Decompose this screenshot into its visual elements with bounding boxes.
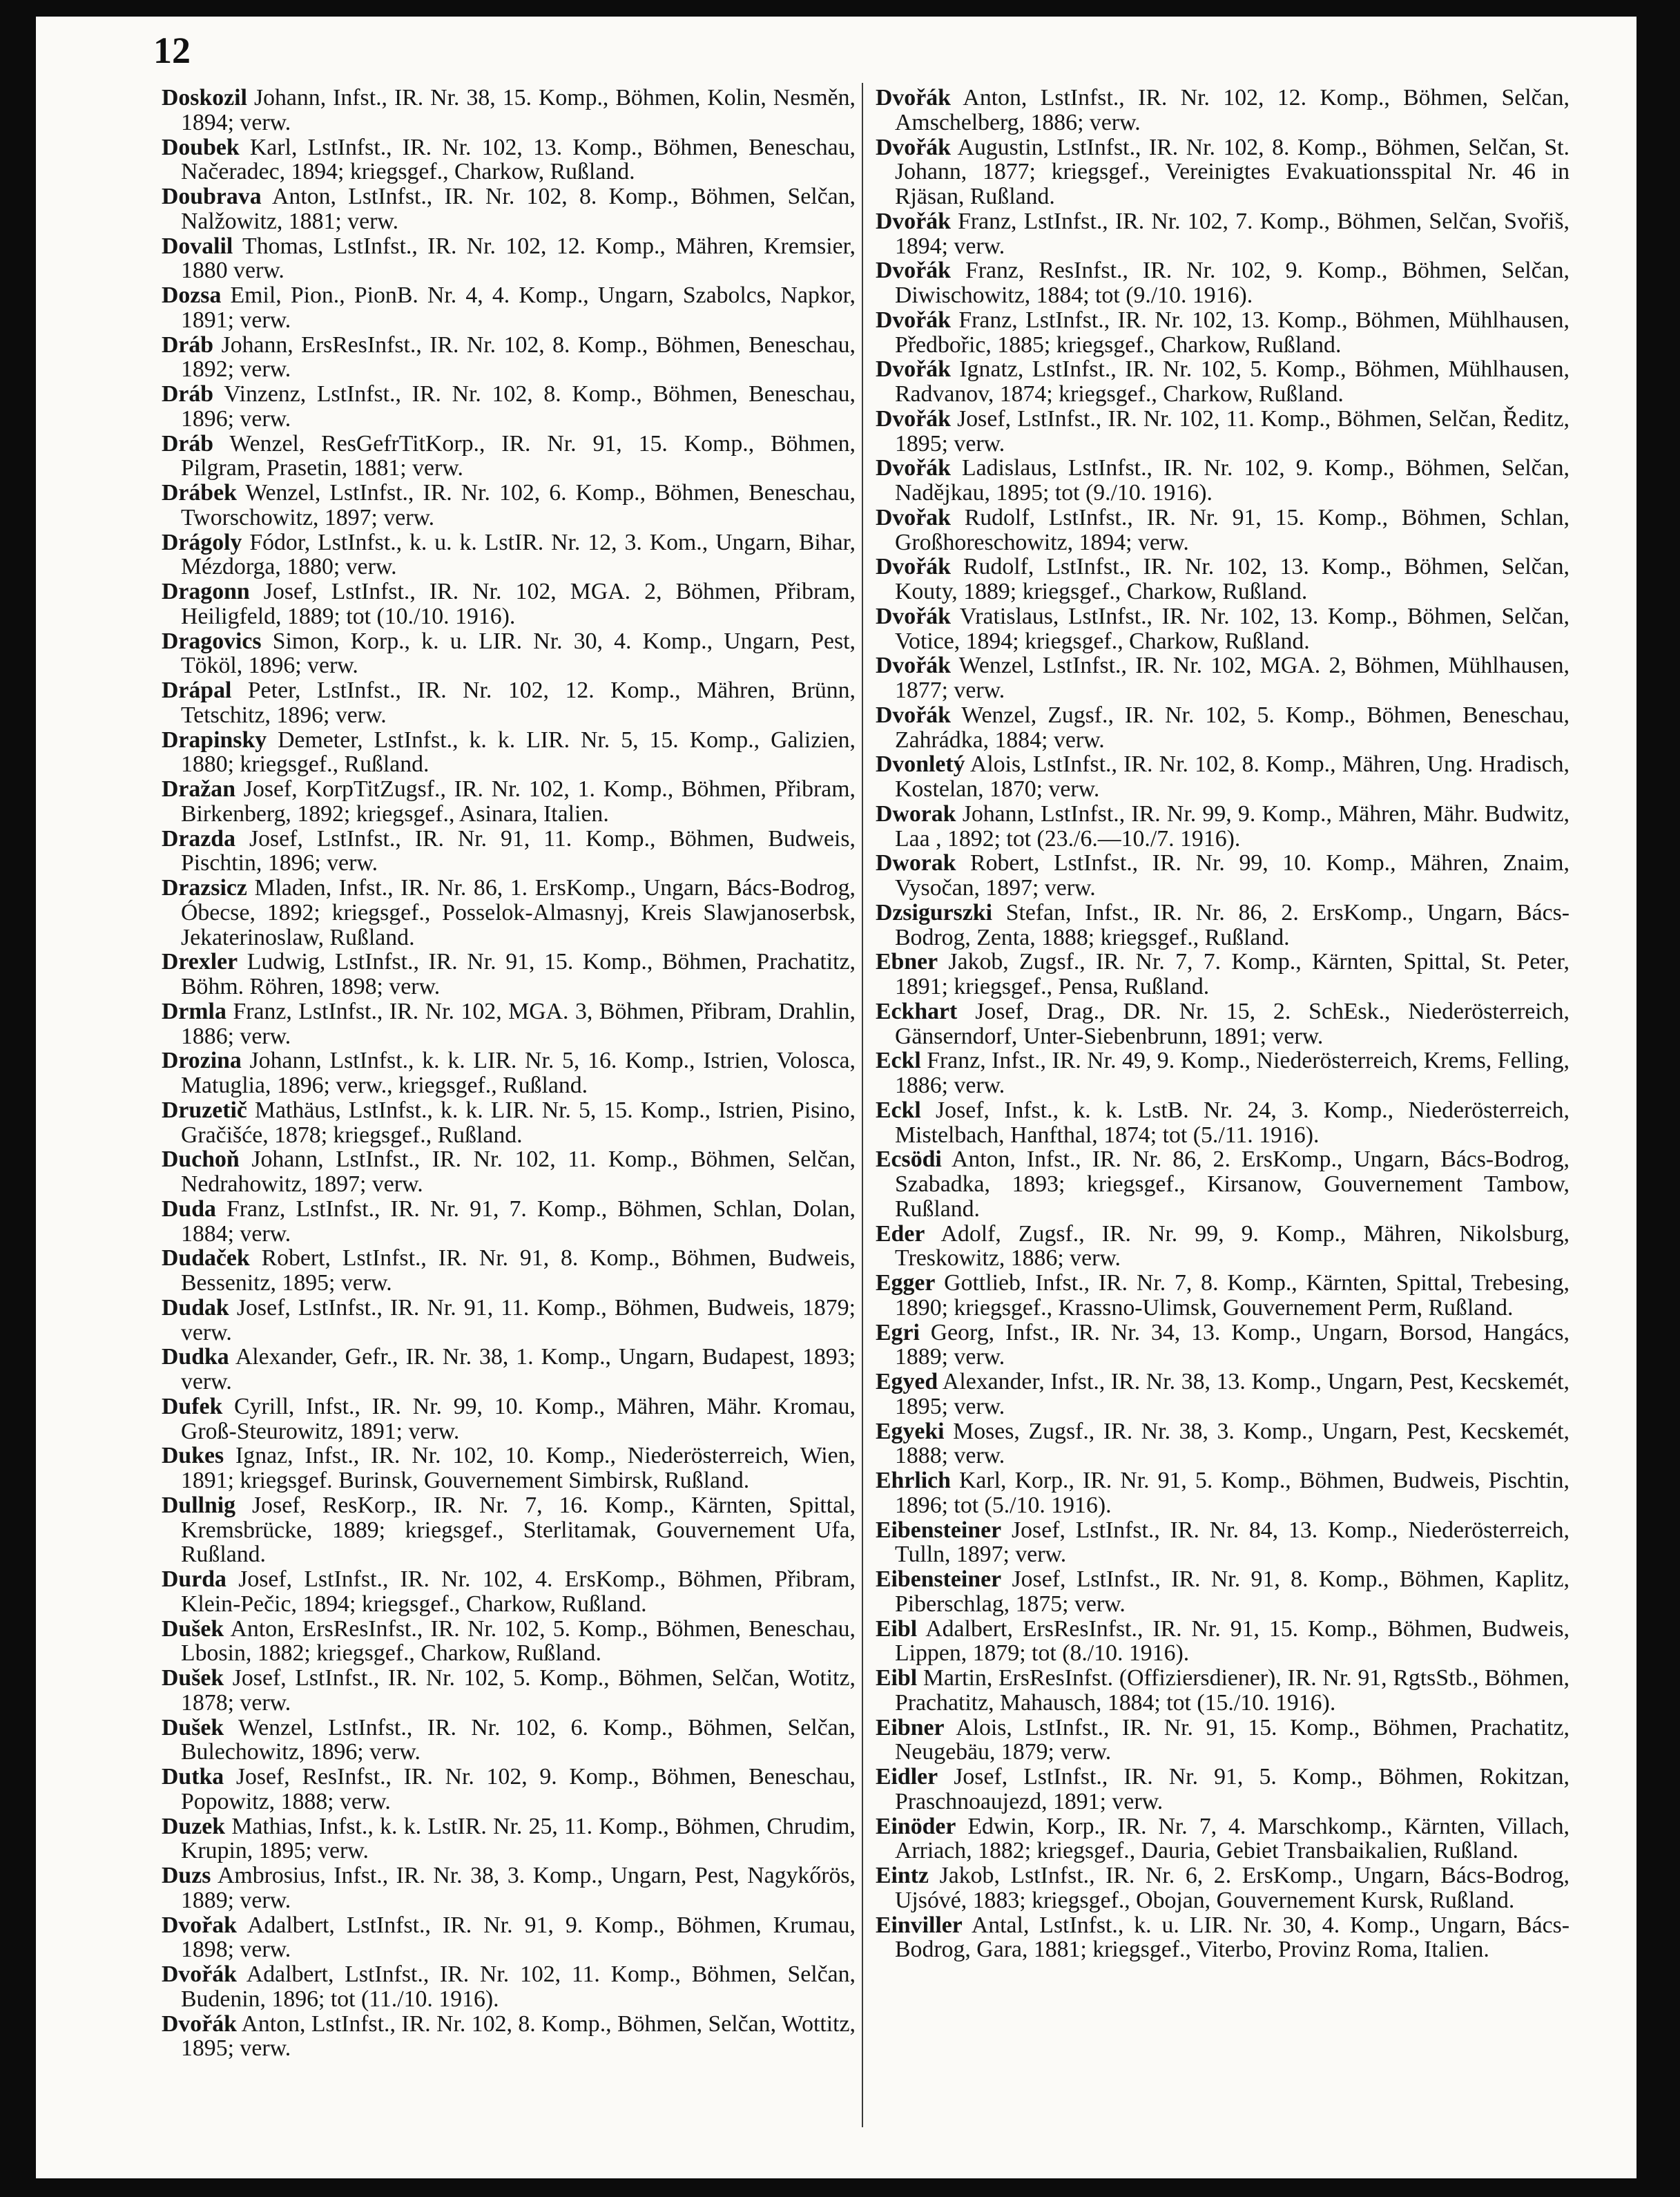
- entry-details: Thomas, LstInfst., IR. Nr. 102, 12. Komp., Mähren, Kremsier, 1880 verw.: [181, 233, 856, 284]
- register-entry: [876, 1419, 1570, 1469]
- entry-details: Simon, Korp., k. u. LIR. Nr. 30, 4. Komp., Ungarn, Pest, Tököl, 1896; verw.: [181, 628, 856, 679]
- entry-details: Ludwig, LstInfst., IR. Nr. 91, 15. Komp., Böhmen, Prachatitz, Böhm. Röhren, 1898; verw.: [181, 949, 856, 999]
- entry-surname: Dvořák: [876, 702, 951, 728]
- entry-surname: Drapinsky: [162, 727, 267, 753]
- entry-surname: Doubek: [162, 134, 240, 160]
- entry-details: Josef, ResKorp., IR. Nr. 7, 16. Komp., Kärnten, Spittal, Kremsbrücke, 1889; kriegsgef., Sterlitamak, Gouvernement Ufa, Rußland.: [181, 1492, 856, 1568]
- entry-details: Cyrill, Infst., IR. Nr. 99, 10. Komp., Mähren, Mähr. Kromau, Groß-Steurowitz, 1891; verw.: [181, 1393, 856, 1444]
- entry-surname: Dvořák: [876, 356, 951, 383]
- register-entry: [876, 851, 1570, 901]
- entry-details: Josef, LstInfst., IR. Nr. 102, 11. Komp., Böhmen, Selčan, Ředitz, 1895; verw.: [895, 405, 1570, 457]
- entry-surname: Eibensteiner: [876, 1566, 1002, 1592]
- register-entry: [876, 1567, 1570, 1617]
- register-entry: [162, 1913, 856, 1963]
- entry-surname: Dvořák: [162, 2011, 237, 2037]
- entry-surname: Eckl: [876, 1097, 921, 1123]
- entry-surname: Eibl: [876, 1615, 918, 1642]
- register-entry: [162, 728, 856, 778]
- register-entry: [876, 1147, 1570, 1221]
- entry-surname: Egyeki: [876, 1418, 945, 1444]
- register-entry: [162, 333, 856, 383]
- entry-surname: Ebner: [876, 949, 938, 975]
- entry-surname: Eidler: [876, 1764, 938, 1790]
- entry-surname: Dvořák: [876, 258, 951, 284]
- entry-details: Ladislaus, LstInfst., IR. Nr. 102, 9. Komp., Böhmen, Selčan, Nadějkau, 1895; tot (9./10. 1916).: [895, 455, 1570, 506]
- entry-surname: Dvořák: [876, 134, 951, 160]
- entry-details: Anton, ErsResInfst., IR. Nr. 102, 5. Komp., Böhmen, Beneschau, Lbosin, 1882; kriegsgef., Charkow, Rußland.: [181, 1615, 856, 1667]
- entry-surname: Dráb: [162, 332, 214, 358]
- entry-surname: Drmla: [162, 998, 226, 1024]
- entry-details: Alois, LstInfst., IR. Nr. 91, 15. Komp., Böhmen, Prachatitz, Neugebäu, 1879; verw.: [895, 1714, 1570, 1765]
- left-column: [162, 86, 856, 2061]
- register-entry: [162, 481, 856, 530]
- entry-details: Josef, LstInfst., IR. Nr. 91, 5. Komp., Böhmen, Rokitzan, Praschnoaujezd, 1891; verw.: [895, 1764, 1570, 1814]
- entry-details: Robert, LstInfst., IR. Nr. 91, 8. Komp., Böhmen, Budweis, Bessenitz, 1895; verw.: [181, 1245, 856, 1296]
- entry-surname: Eibner: [876, 1714, 945, 1740]
- register-entry: [876, 407, 1570, 457]
- entry-details: Ignaz, Infst., IR. Nr. 102, 10. Komp., Niederösterreich, Wien, 1891; kriegsgef. Burinsk, Gouvernement Simbirsk, Rußland.: [181, 1443, 856, 1493]
- book-page: [36, 17, 1636, 2178]
- entry-details: Rudolf, LstInfst., IR. Nr. 91, 15. Komp., Böhmen, Schlan, Großhoreschowitz, 1894; verw.: [895, 504, 1570, 555]
- entry-details: Peter, LstInfst., IR. Nr. 102, 12. Komp., Mähren, Brünn, Tetschitz, 1896; verw.: [181, 678, 856, 728]
- entry-details: Franz, LstInfst., IR. Nr. 91, 7. Komp., Böhmen, Schlan, Dolan, 1884; verw.: [181, 1196, 856, 1247]
- register-entry: [876, 950, 1570, 999]
- register-entry: [876, 1617, 1570, 1667]
- register-entry: [876, 999, 1570, 1049]
- entry-surname: Einviller: [876, 1912, 963, 1938]
- register-entry: [876, 1321, 1570, 1370]
- entry-surname: Dušek: [162, 1665, 224, 1691]
- entry-surname: Dozsa: [162, 282, 222, 308]
- entry-surname: Eibl: [876, 1665, 918, 1691]
- register-entry: [162, 827, 856, 876]
- entry-details: Josef, LstInfst., IR. Nr. 102, MGA. 2, Böhmen, Přibram, Heiligfeld, 1889; tot (10./10. 1916).: [181, 579, 856, 629]
- entry-surname: Egri: [876, 1319, 920, 1345]
- register-entry: [876, 1370, 1570, 1419]
- entry-details: Adalbert, LstInfst., IR. Nr. 91, 9. Komp., Böhmen, Krumau, 1898; verw.: [181, 1912, 856, 1963]
- register-entry: [162, 432, 856, 481]
- entry-details: Johann, Infst., IR. Nr. 38, 15. Komp., Böhmen, Kolin, Nesměn, 1894; verw.: [181, 85, 856, 135]
- register-entry: [162, 135, 856, 185]
- entry-details: Ignatz, LstInfst., IR. Nr. 102, 5. Komp., Böhmen, Mühlhausen, Radvanov, 1874; kriegsgef., Charkow, Rußland.: [895, 356, 1570, 407]
- entry-details: Martin, ErsResInfst. (Offiziersdiener), IR. Nr. 91, RgtsStb., Böhmen, Prachatitz, Mahausch, 1884; tot (15./10. 1916).: [895, 1665, 1570, 1716]
- register-entry: [162, 678, 856, 728]
- register-entry: [876, 1765, 1570, 1814]
- entry-surname: Dvořák: [876, 405, 951, 432]
- entry-details: Rudolf, LstInfst., IR. Nr. 102, 13. Komp., Böhmen, Selčan, Kouty, 1889; kriegsgef., Charkow, Rußland.: [895, 554, 1570, 604]
- entry-surname: Doskozil: [162, 85, 247, 111]
- register-entry: [876, 1048, 1570, 1098]
- register-entry: [162, 86, 856, 135]
- entry-details: Wenzel, Zugsf., IR. Nr. 102, 5. Komp., Böhmen, Beneschau, Zahrádka, 1884; verw.: [895, 702, 1570, 753]
- entry-details: Georg, Infst., IR. Nr. 34, 13. Komp., Ungarn, Borsod, Hangács, 1889; verw.: [895, 1319, 1570, 1370]
- entry-surname: Dudka: [162, 1344, 229, 1370]
- entry-details: Josef, LstInfst., IR. Nr. 91, 11. Komp., Böhmen, Budweis, 1879; verw.: [181, 1294, 856, 1345]
- entry-surname: Ehrlich: [876, 1468, 951, 1493]
- entry-details: Jakob, LstInfst., IR. Nr. 6, 2. ErsKomp., Ungarn, Bács-Bodrog, Ujsóvé, 1883; kriegsgef., Obojan, Gouvernement Kursk, Rußland.: [895, 1863, 1570, 1913]
- register-entry: [162, 1048, 856, 1098]
- column-divider: [862, 83, 863, 2127]
- register-entry: [162, 283, 856, 333]
- entry-details: Mathias, Infst., k. k. LstIR. Nr. 25, 11. Komp., Böhmen, Chrudim, Krupin, 1895; verw.: [181, 1813, 856, 1864]
- entry-surname: Drazda: [162, 825, 236, 852]
- register-entry: [162, 382, 856, 432]
- register-entry: [876, 653, 1570, 703]
- entry-details: Wenzel, LstInfst., IR. Nr. 102, 6. Komp., Böhmen, Selčan, Bulechowitz, 1896; verw.: [181, 1714, 856, 1765]
- entry-details: Augustin, LstInfst., IR. Nr. 102, 8. Komp., Böhmen, Selčan, St. Johann, 1877; kriegsgef., Vereinigtes Evakuationsspital Nr. 46 in Rjäsan, Rußland.: [895, 134, 1570, 209]
- entry-details: Josef, LstInfst., IR. Nr. 102, 5. Komp., Böhmen, Selčan, Wotitz, 1878; verw.: [181, 1665, 856, 1716]
- register-entry: [876, 456, 1570, 506]
- entry-surname: Dovalil: [162, 233, 233, 259]
- register-entry: [162, 1962, 856, 2012]
- register-entry: [162, 1394, 856, 1444]
- register-entry: [876, 1666, 1570, 1716]
- entry-surname: Eibensteiner: [876, 1517, 1002, 1543]
- entry-surname: Duda: [162, 1196, 216, 1222]
- entry-details: Gottlieb, Infst., IR. Nr. 7, 8. Komp., Kärnten, Spittal, Trebesing, 1890; kriegsgef., Krassno-Ulimsk, Gouvernement Perm, Rußland.: [895, 1270, 1570, 1321]
- entry-surname: Dušek: [162, 1714, 224, 1740]
- entry-surname: Dražan: [162, 776, 236, 802]
- entry-details: Franz, LstInfst., IR. Nr. 102, 7. Komp., Böhmen, Selčan, Svořiš, 1894; verw.: [895, 208, 1570, 259]
- entry-details: Josef, ResInfst., IR. Nr. 102, 9. Komp., Böhmen, Beneschau, Popowitz, 1888; verw.: [181, 1764, 856, 1814]
- entry-details: Anton, LstInfst., IR. Nr. 102, 8. Komp., Böhmen, Selčan, Nalžowitz, 1881; verw.: [181, 184, 856, 234]
- entry-surname: Dvořák: [876, 85, 951, 111]
- entry-details: Robert, LstInfst., IR. Nr. 99, 10. Komp., Mähren, Znaim, Vysočan, 1897; verw.: [895, 850, 1570, 901]
- entry-surname: Doubrava: [162, 184, 262, 209]
- entry-details: Franz, LstInfst., IR. Nr. 102, MGA. 3, Böhmen, Přibram, Drahlin, 1886; verw.: [181, 998, 856, 1049]
- entry-surname: Dvořák: [876, 307, 951, 333]
- entry-details: Karl, LstInfst., IR. Nr. 102, 13. Komp., Böhmen, Beneschau, Načeradec, 1894; kriegsgef., Charkow, Rußland.: [181, 134, 856, 185]
- entry-surname: Dvořák: [162, 1961, 237, 1987]
- right-column: [876, 86, 1570, 1962]
- register-entry: [162, 1765, 856, 1814]
- entry-details: Demeter, LstInfst., k. k. LIR. Nr. 5, 15. Komp., Galizien, 1880; kriegsgef., Rußland.: [181, 727, 856, 778]
- entry-details: Wenzel, LstInfst., IR. Nr. 102, MGA. 2, Böhmen, Mühlhausen, 1877; verw.: [895, 653, 1570, 703]
- entry-details: Edwin, Korp., IR. Nr. 7, 4. Marschkomp., Kärnten, Villach, Arriach, 1882; kriegsgef., Dauria, Gebiet Transbaikalien, Rußland.: [895, 1813, 1570, 1864]
- entry-surname: Dzsigurszki: [876, 899, 992, 925]
- entry-details: Josef, Infst., k. k. LstB. Nr. 24, 3. Komp., Niederösterreich, Mistelbach, Hanfthal, 1874; tot (5./11. 1916).: [895, 1097, 1570, 1148]
- entry-details: Anton, LstInfst., IR. Nr. 102, 8. Komp., Böhmen, Selčan, Wottitz, 1895; verw.: [181, 2011, 856, 2062]
- entry-surname: Dvořák: [876, 455, 951, 481]
- register-entry: [162, 1814, 856, 1864]
- entry-surname: Dworak: [876, 850, 956, 876]
- entry-surname: Dráb: [162, 381, 214, 407]
- register-entry: [876, 209, 1570, 259]
- entry-surname: Dvořák: [876, 554, 951, 580]
- entry-details: Fódor, LstInfst., k. u. k. LstIR. Nr. 12, 3. Kom., Ungarn, Bihar, Mézdorga, 1880; verw.: [181, 529, 856, 580]
- entry-details: Alois, LstInfst., IR. Nr. 102, 8. Komp., Mähren, Ung. Hradisch, Kostelan, 1870; verw.: [895, 751, 1570, 802]
- register-entry: [162, 1666, 856, 1716]
- register-entry: [162, 1617, 856, 1667]
- entry-details: Moses, Zugsf., IR. Nr. 38, 3. Komp., Ungarn, Pest, Kecskemét, 1888; verw.: [895, 1418, 1570, 1469]
- register-entry: [162, 1197, 856, 1247]
- entry-details: Emil, Pion., PionB. Nr. 4, 4. Komp., Ungarn, Szabolcs, Napkor, 1891; verw.: [181, 282, 856, 333]
- entry-details: Stefan, Infst., IR. Nr. 86, 2. ErsKomp., Ungarn, Bács-Bodrog, Zenta, 1888; kriegsgef., Rußland.: [895, 899, 1570, 950]
- register-entry: [876, 1271, 1570, 1321]
- entry-surname: Dworak: [876, 800, 956, 827]
- entry-surname: Drexler: [162, 949, 238, 975]
- entry-details: Anton, LstInfst., IR. Nr. 102, 12. Komp., Böhmen, Selčan, Amschelberg, 1886; verw.: [895, 85, 1570, 135]
- entry-details: Anton, Infst., IR. Nr. 86, 2. ErsKomp., Ungarn, Bács-Bodrog, Szabadka, 1893; kriegsgef., Kirsanow, Gouvernement Tambow, Rußland.: [895, 1147, 1570, 1222]
- register-entry: [876, 1098, 1570, 1148]
- entry-surname: Ecsödi: [876, 1147, 942, 1173]
- entry-details: Josef, KorpTitZugsf., IR. Nr. 102, 1. Komp., Böhmen, Přibram, Birkenberg, 1892; kriegsgef., Asinara, Italien.: [181, 776, 856, 827]
- register-entry: [162, 530, 856, 580]
- entry-details: Vratislaus, LstInfst., IR. Nr. 102, 13. Komp., Böhmen, Selčan, Votice, 1894; kriegsgef., Charkow, Rußland.: [895, 603, 1570, 654]
- register-entry: [162, 1443, 856, 1493]
- entry-surname: Dudaček: [162, 1245, 250, 1272]
- entry-surname: Drozina: [162, 1048, 242, 1074]
- register-entry: [162, 1147, 856, 1197]
- entry-details: Adolf, Zugsf., IR. Nr. 99, 9. Komp., Mähren, Nikolsburg, Treskowitz, 1886; verw.: [895, 1220, 1570, 1272]
- entry-surname: Dudak: [162, 1294, 229, 1321]
- entry-details: Josef, LstInfst., IR. Nr. 91, 11. Komp., Böhmen, Budweis, Pischtin, 1896; verw.: [181, 825, 856, 876]
- entry-details: Josef, LstInfst., IR. Nr. 102, 4. ErsKomp., Böhmen, Přibram, Klein-Pečic, 1894; kriegsgef., Charkow, Rußland.: [181, 1566, 856, 1617]
- entry-surname: Dvořák: [876, 603, 951, 629]
- entry-surname: Dráb: [162, 430, 214, 457]
- entry-surname: Drábek: [162, 480, 237, 506]
- entry-details: Mathäus, LstInfst., k. k. LIR. Nr. 5, 15. Komp., Istrien, Pisino, Gračišće, 1878; kriegsgef., Rußland.: [181, 1097, 856, 1148]
- entry-surname: Dutka: [162, 1764, 224, 1790]
- register-entry: [162, 1296, 856, 1345]
- entry-surname: Dullnig: [162, 1492, 236, 1518]
- entry-surname: Eckl: [876, 1048, 921, 1074]
- register-entry: [162, 1246, 856, 1296]
- entry-details: Adalbert, ErsResInfst., IR. Nr. 91, 15. Komp., Böhmen, Budweis, Lippen, 1879; tot (8./10. 1916).: [895, 1615, 1570, 1667]
- entry-surname: Eder: [876, 1220, 925, 1247]
- entry-surname: Eintz: [876, 1863, 929, 1888]
- register-entry: [876, 604, 1570, 654]
- register-entry: [876, 1913, 1570, 1963]
- entry-surname: Drazsicz: [162, 875, 247, 901]
- register-entry: [876, 1716, 1570, 1765]
- register-entry: [162, 629, 856, 679]
- entry-surname: Druzetič: [162, 1097, 247, 1123]
- entry-surname: Duzek: [162, 1813, 226, 1839]
- entry-details: Josef, Drag., DR. Nr. 15, 2. SchEsk., Niederösterreich, Gänserndorf, Unter-Siebenbrunn, 1891; verw.: [895, 998, 1570, 1049]
- entry-surname: Drágoly: [162, 529, 242, 555]
- register-entry: [162, 579, 856, 629]
- register-entry: [876, 1518, 1570, 1568]
- register-entry: [876, 86, 1570, 135]
- entry-details: Josef, LstInfst., IR. Nr. 84, 13. Komp., Niederösterreich, Tulln, 1897; verw.: [895, 1517, 1570, 1568]
- page-number: 12: [153, 30, 191, 71]
- entry-details: Ambrosius, Infst., IR. Nr. 38, 3. Komp., Ungarn, Pest, Nagykőrös, 1889; verw.: [181, 1863, 856, 1913]
- entry-surname: Duzs: [162, 1863, 211, 1888]
- register-entry: [876, 1863, 1570, 1913]
- entry-details: Franz, LstInfst., IR. Nr. 102, 13. Komp., Böhmen, Mühlhausen, Předbořic, 1885; kriegsgef., Charkow, Rußland.: [895, 307, 1570, 358]
- entry-details: Karl, Korp., IR. Nr. 91, 5. Komp., Böhmen, Budweis, Pischtin, 1896; tot (5./10. 1916).: [895, 1468, 1570, 1518]
- register-entry: [162, 1863, 856, 1913]
- register-entry: [162, 1567, 856, 1617]
- entry-surname: Dušek: [162, 1615, 224, 1642]
- entry-details: Johann, LstInfst., IR. Nr. 99, 9. Komp., Mähren, Mähr. Budwitz, Laa , 1892; tot (23./6.—10./7. 1916).: [895, 800, 1570, 852]
- register-entry: [876, 357, 1570, 407]
- entry-surname: Einöder: [876, 1813, 956, 1839]
- register-entry: [162, 1345, 856, 1394]
- entry-details: Adalbert, LstInfst., IR. Nr. 102, 11. Komp., Böhmen, Selčan, Budenin, 1896; tot (11./10. 1916).: [181, 1961, 856, 2012]
- register-entry: [162, 234, 856, 284]
- register-entry: [876, 901, 1570, 950]
- register-entry: [162, 184, 856, 234]
- entry-details: Vinzenz, LstInfst., IR. Nr. 102, 8. Komp., Böhmen, Beneschau, 1896; verw.: [181, 381, 856, 432]
- entry-surname: Dufek: [162, 1393, 223, 1419]
- entry-surname: Dvonletý: [876, 751, 965, 778]
- register-entry: [876, 752, 1570, 802]
- entry-surname: Duchoň: [162, 1147, 240, 1173]
- entry-details: Franz, ResInfst., IR. Nr. 102, 9. Komp., Böhmen, Selčan, Diwischowitz, 1884; tot (9./10. 1916).: [895, 258, 1570, 308]
- entry-surname: Egger: [876, 1270, 936, 1296]
- register-entry: [876, 135, 1570, 209]
- entry-surname: Egyed: [876, 1369, 938, 1394]
- entry-surname: Dvořak: [162, 1912, 237, 1938]
- register-entry: [162, 999, 856, 1049]
- entry-details: Alexander, Infst., IR. Nr. 38, 13. Komp., Ungarn, Pest, Kecskemét, 1895; verw.: [895, 1369, 1570, 1419]
- entry-surname: Dragovics: [162, 628, 262, 654]
- entry-details: Wenzel, LstInfst., IR. Nr. 102, 6. Komp., Böhmen, Beneschau, Tworschowitz, 1897; verw.: [181, 480, 856, 530]
- register-entry: [876, 1468, 1570, 1518]
- entry-details: Johann, LstInfst., k. k. LIR. Nr. 5, 16. Komp., Istrien, Volosca, Matuglia, 1896; verw., kriegsgef., Rußland.: [181, 1048, 856, 1098]
- register-entry: [162, 2012, 856, 2062]
- register-entry: [162, 1493, 856, 1567]
- entry-surname: Dukes: [162, 1443, 224, 1469]
- entry-surname: Dvořák: [876, 653, 951, 679]
- entry-surname: Drápal: [162, 678, 232, 703]
- register-entry: [162, 1098, 856, 1148]
- register-entry: [876, 555, 1570, 604]
- register-entry: [876, 1814, 1570, 1864]
- entry-details: Josef, LstInfst., IR. Nr. 91, 8. Komp., Böhmen, Kaplitz, Piberschlag, 1875; verw.: [895, 1566, 1570, 1617]
- entry-surname: Dragonn: [162, 579, 250, 604]
- entry-details: Wenzel, ResGefrTitKorp., IR. Nr. 91, 15. Komp., Böhmen, Pilgram, Prasetin, 1881; verw.: [181, 430, 856, 481]
- entry-details: Jakob, Zugsf., IR. Nr. 7, 7. Komp., Kärnten, Spittal, St. Peter, 1891; kriegsgef., Pensa, Rußland.: [895, 949, 1570, 999]
- register-entry: [876, 258, 1570, 308]
- entry-surname: Durda: [162, 1566, 226, 1592]
- register-entry: [162, 777, 856, 827]
- register-entry: [876, 802, 1570, 852]
- register-entry: [162, 876, 856, 950]
- register-entry: [162, 950, 856, 999]
- entry-details: Johann, ErsResInfst., IR. Nr. 102, 8. Komp., Böhmen, Beneschau, 1892; verw.: [181, 332, 856, 383]
- entry-details: Johann, LstInfst., IR. Nr. 102, 11. Komp., Böhmen, Selčan, Nedrahowitz, 1897; verw.: [181, 1147, 856, 1197]
- entry-details: Mladen, Infst., IR. Nr. 86, 1. ErsKomp., Ungarn, Bács-Bodrog, Óbecse, 1892; kriegsgef., Posselok-Almasnyj, Kreis Slawjanoserbsk, Jekaterinoslaw, Rußland.: [181, 875, 856, 950]
- register-entry: [876, 1222, 1570, 1272]
- entry-details: Antal, LstInfst., k. u. LIR. Nr. 30, 4. Komp., Ungarn, Bács-Bodrog, Gara, 1881; kriegsgef., Viterbo, Provinz Roma, Italien.: [895, 1912, 1570, 1963]
- register-entry: [162, 1716, 856, 1765]
- entry-surname: Dvořák: [876, 208, 951, 234]
- register-entry: [876, 703, 1570, 753]
- entry-details: Franz, Infst., IR. Nr. 49, 9. Komp., Niederösterreich, Krems, Felling, 1886; verw.: [895, 1048, 1570, 1098]
- entry-details: Alexander, Gefr., IR. Nr. 38, 1. Komp., Ungarn, Budapest, 1893; verw.: [181, 1344, 856, 1394]
- register-entry: [876, 308, 1570, 358]
- entry-surname: Eckhart: [876, 998, 958, 1024]
- entry-surname: Dvořak: [876, 504, 951, 530]
- register-entry: [876, 506, 1570, 555]
